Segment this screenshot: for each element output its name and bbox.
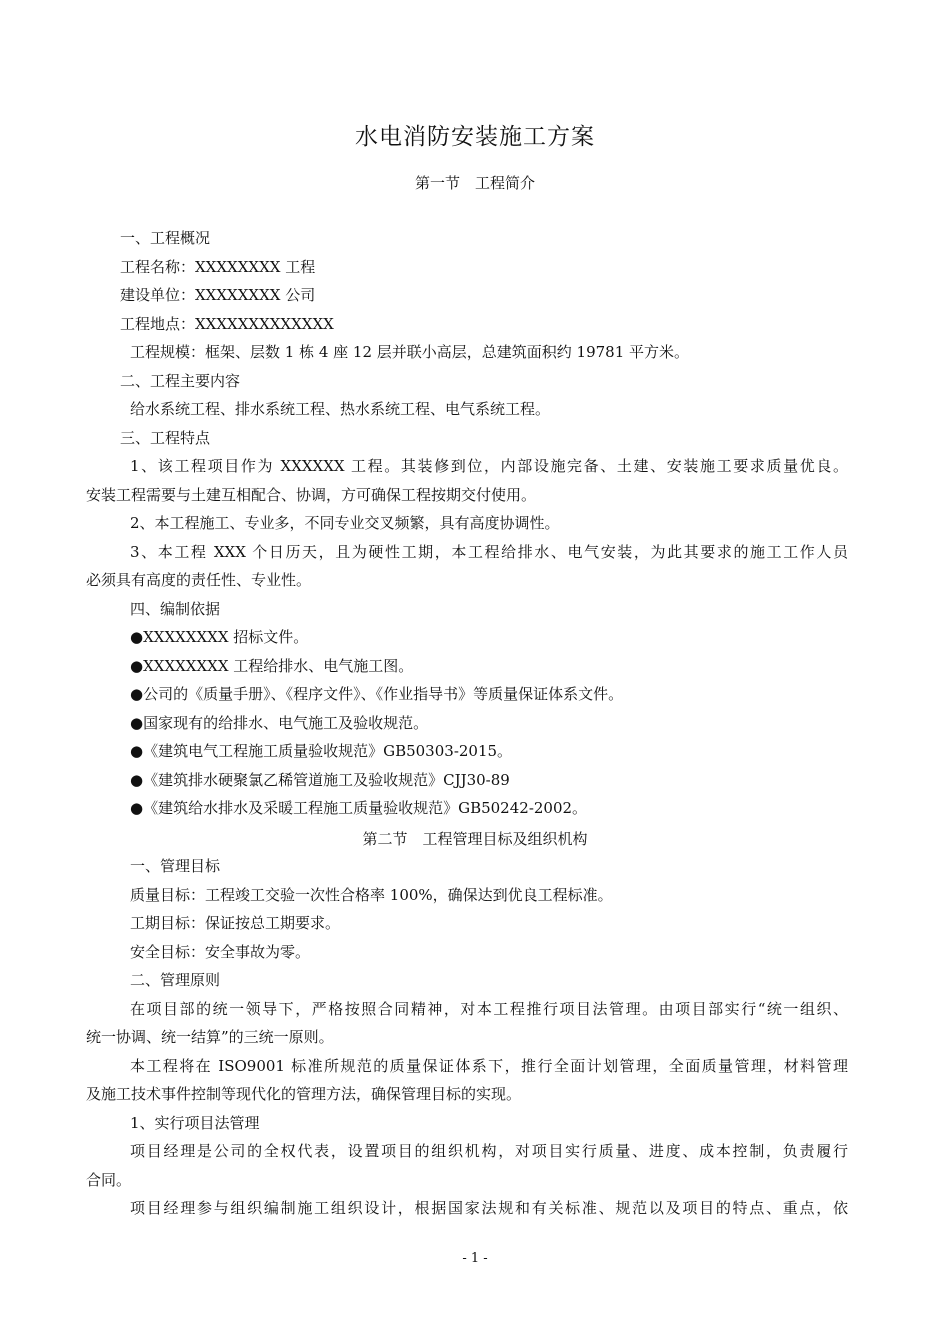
feature-3-line-2: 必须具有高度的责任性、专业性。 bbox=[86, 571, 312, 589]
section-1-heading: 第一节 工程简介 bbox=[414, 174, 535, 192]
principle-paragraph-2-line-1: 本工程将在 ISO9001 标准所规范的质量保证体系下，推行全面计划管理，全面质量管理，材料管理 bbox=[130, 1057, 848, 1075]
pm-paragraph-1-line-2: 合同。 bbox=[86, 1171, 132, 1189]
principle-paragraph-2-line-2: 及施工技术事件控制等现代化的管理方法，确保管理目标的实现。 bbox=[86, 1085, 522, 1103]
principle-paragraph-1-line-2: 统一协调、统一结算”的三统一原则。 bbox=[86, 1028, 334, 1046]
feature-3-line-1: 3、本工程 XXX 个日历天，且为硬性工期，本工程给排水、电气安装，为此其要求的施工工作人员 bbox=[130, 543, 848, 561]
client-name: 建设单位：XXXXXXXX 公司 bbox=[120, 286, 316, 304]
project-management-heading: 1、实行项目法管理 bbox=[130, 1114, 260, 1132]
project-location: 工程地点：XXXXXXXXXXXXX bbox=[120, 315, 334, 333]
main-content-heading: 二、工程主要内容 bbox=[120, 372, 241, 390]
features-heading: 三、工程特点 bbox=[120, 429, 211, 447]
project-name: 工程名称：XXXXXXXX 工程 bbox=[120, 258, 316, 276]
page-number: - 1 - bbox=[462, 1251, 488, 1266]
overview-heading: 一、工程概况 bbox=[120, 229, 211, 247]
pm-paragraph-2-line-1: 项目经理参与组织编制施工组织设计，根据国家法规和有关标准、规范以及项目的特点、重点，依 bbox=[130, 1199, 848, 1217]
basis-heading: 四、编制依据 bbox=[130, 600, 221, 618]
basis-item: ●公司的《质量手册》、《程序文件》、《作业指导书》等质量保证体系文件。 bbox=[130, 685, 624, 703]
quality-goal: 质量目标：工程竣工交验一次性合格率 100%，确保达到优良工程标准。 bbox=[130, 886, 613, 904]
main-content-text: 给水系统工程、排水系统工程、热水系统工程、电气系统工程。 bbox=[130, 400, 551, 418]
feature-1-line-2: 安装工程需要与土建互相配合、协调，方可确保工程按期交付使用。 bbox=[86, 486, 537, 504]
project-scale: 工程规模：框架、层数 1 栋 4 座 12 层并联小高层，总建筑面积约 19781 平方米。 bbox=[130, 343, 690, 361]
principles-heading: 二、管理原则 bbox=[130, 971, 221, 989]
safety-goal: 安全目标：安全事故为零。 bbox=[130, 943, 311, 961]
goals-heading: 一、管理目标 bbox=[130, 857, 221, 875]
basis-item: ●XXXXXXXX 招标文件。 bbox=[130, 628, 309, 646]
basis-item: ●XXXXXXXX 工程给排水、电气施工图。 bbox=[130, 657, 414, 675]
feature-1-line-1: 1、该工程项目作为 XXXXXX 工程。其装修到位，内部设施完备、土建、安装施工要求质量优良。 bbox=[130, 457, 848, 475]
document-title: 水电消防安装施工方案 bbox=[355, 124, 595, 150]
section-2-heading: 第二节 工程管理目标及组织机构 bbox=[362, 830, 588, 848]
pm-paragraph-1-line-1: 项目经理是公司的全权代表，设置项目的组织机构，对项目实行质量、进度、成本控制，负责履行 bbox=[130, 1142, 848, 1160]
basis-item: ●国家现有的给排水、电气施工及验收规范。 bbox=[130, 714, 429, 732]
feature-2: 2、本工程施工、专业多，不同专业交叉频繁，具有高度协调性。 bbox=[130, 514, 560, 532]
basis-item: ●《建筑电气工程施工质量验收规范》GB50303-2015。 bbox=[130, 742, 513, 760]
schedule-goal: 工期目标：保证按总工期要求。 bbox=[130, 914, 341, 932]
principle-paragraph-1-line-1: 在项目部的统一领导下，严格按照合同精神，对本工程推行项目法管理。由项目部实行“统一组织、 bbox=[130, 1000, 848, 1018]
basis-item: ●《建筑给水排水及采暖工程施工质量验收规范》GB50242-2002。 bbox=[130, 799, 588, 817]
basis-item: ●《建筑排水硬聚氯乙稀管道施工及验收规范》CJJ30-89 bbox=[130, 771, 510, 789]
